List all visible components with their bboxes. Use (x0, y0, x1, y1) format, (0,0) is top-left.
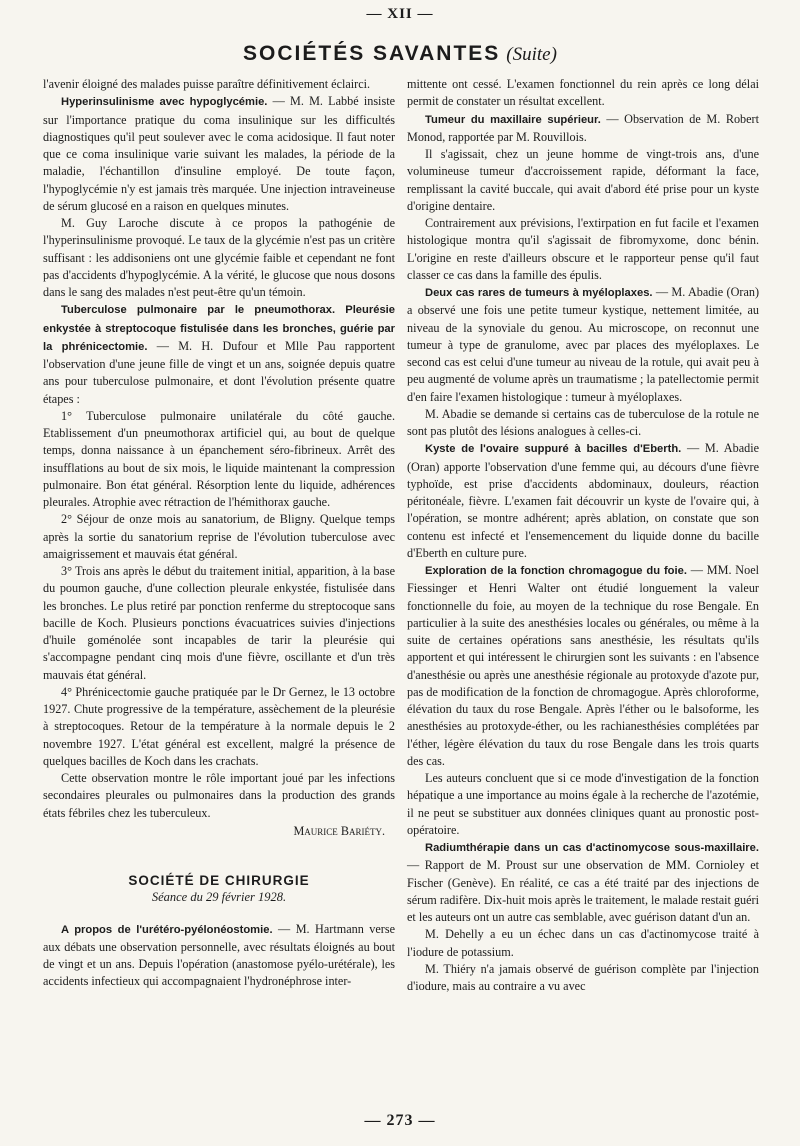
article-title: Radiumthérapie dans un cas d'actinomycose sous-maxillaire. (425, 842, 759, 854)
paragraph: M. Thiéry n'a jamais observé de guérison complète par l'injection d'iodure, mais au contraire a vu avec (407, 961, 759, 993)
article-uretero (43, 921, 395, 991)
article-text: — Rapport de M. Proust sur une observation de MM. Cornioley et Fischer (Genève). En réalité, ce cas a été traité par des injections de sérum radifère. Dix-huit mois après le traitement, le malade restait guéri et les auteurs ont un autre cas semblable, avec guérison datant d'un an. (407, 858, 759, 924)
paragraph: Les auteurs concluent que si ce mode d'investigation de la fonction hépatique a une importance au moins égale à la recherche de l'azotémie, il ne peut se substituer aux données cliniques quant au pronostic post-opératoire. (407, 771, 759, 837)
article-title: Tumeur du maxillaire supérieur. (425, 113, 601, 126)
right-column (407, 76, 759, 995)
paragraph: 3° Trois ans après le début du traitement initial, apparition, à la base du poumon gauche, d'une collection pleurale enkystée, fistulisée dans les bronches. Le plus retiré par ponction renferme du streptocoque sans bacille de Koch. Plusieurs ponctions évacuatrices suivies d'injections d'huile goménolée sont incapables de tarir la pleurésie qui s'accompagne pendant cinq mois d'une fièvre, oscillante et d'un très mauvais état général. (43, 564, 395, 682)
paragraph: 4° Phrénicectomie gauche pratiquée par le Dr Gernez, le 13 octobre 1927. Chute progressive de la température, assèchement de la pleurésie à streptocoques. Retour de la température à la normale depuis le 2 novembre 1927. L'état général est excellent, malgré la présence de quelques bacilles de Koch dans les crachats. (43, 684, 395, 768)
article-text: — M. H. Dufour et Mlle Pau rapportent l'observation d'une jeune fille de vingt et un ans, soignée depuis quatre ans pour tuberculose pulmonaire, et dont l'évolution présente quatre étapes : (43, 338, 395, 406)
paragraph: 1° Tuberculose pulmonaire unilatérale du côté gauche. Etablissement d'un pneumothorax artificiel qui, au bout de quelque temps, donna naissance à un épanchement séro-fibrineux. Arrêt des insufflations au bout de six mois, le liquide maintenant la compression pulmonaire. Bon état général. Résorption lente du liquide, adhérences pleurales. Atrophie avec rétraction de l'hémithorax gauche. (43, 408, 395, 509)
paragraph: M. Guy Laroche discute à ce propos la pathogénie de l'hyperinsulinisme provoqué. Le taux de la glycémie n'est pas un critère suffisant : les addisoniens ont une glycémie faible et cependant ne font pas d'accidents d'hypoglycémie. A la vérité, le glucose que nous dosons dans le sang des malades n'est peut-être qu'un témoin. (43, 216, 395, 299)
left-column (43, 76, 395, 991)
article-title: Hyperinsulinisme avec hypoglycémie. (61, 96, 268, 109)
article-text: — M. M. Labbé insiste sur l'importance pratique du coma insulinique sur les difficultés diagnostiques qu'il peut soulever avec le coma acidosique. Il faut noter que ce coma insulinique varie suivant les malades, la période de la maladie, l'échantillon d'insuline employé. De toute façon, l'hypoglycémie n'y est jamais très marquée. Une injection intraveineuse de sérum glucosé en a raison en quelques minutes. (43, 94, 395, 213)
article-title: Tuberculose pulmonaire par le pneumothorax. Pleurésie enkystée à streptocoque fistulisée dans les bronches, guérie par la phrénicectomie. (43, 304, 395, 353)
article-myeloplaxes (407, 284, 759, 406)
paragraph: mittente ont cessé. L'examen fonctionnel du rein après ce long délai permit de constater un résultat excellent. (407, 77, 759, 109)
running-head-suite: (Suite) (506, 44, 557, 65)
running-head-title: SOCIÉTÉS SAVANTES (243, 42, 501, 65)
paragraph: Cette observation montre le rôle important joué par les infections secondaires pleurales ou pulmonaires dans la production des grands états fébriles chez les tuberculeux. (43, 771, 395, 820)
article-radiumtherapie (407, 839, 759, 926)
article-title: Kyste de l'ovaire suppuré à bacilles d'Eberth. (425, 443, 682, 456)
article-text: — M. Hartmann verse aux débats une observation personnelle, avec résultats éloignés au bout de vingt et un ans. Depuis l'opération (anastomose pyélo-urétérale), les accidents infectieux qui accompagnaient l'hydronéphrose inter- (43, 921, 395, 989)
article-text: — MM. Noel Fiessinger et Henri Walter ont étudié longuement la valeur fonctionnelle du foie, au moyen de la technique du rose Bengale. En particulier à la suite des anesthésies locales ou générales, ou même à la suite de certaines opérations sans anesthésie, les résultats qu'ils apportent et qui intéressent le chirurgien sont les suivants : en l'absence d'anesthésie ou après une anesthésie régionale au protoxyde d'azote pur, pas de modification de la fonction de chromagogue. Après chloroforme, élévation du taux du rose Bengale. Après l'éther ou le balsoforme, les anesthésies au protoxyde-éther, ou les rachianesthésies complétées par l'éther, légère élévation du taux du rose Bengale dans les trois quarts des cas. (407, 563, 759, 768)
paragraph: Contrairement aux prévisions, l'extirpation en fut facile et l'examen histologique montra qu'il s'agissait de fibromyxome, donc bénin. L'origine en reste d'ailleurs obscure et le rapporteur pense qu'il faut classer ce cas dans la famille des épulis. (407, 216, 759, 282)
section-title: SOCIÉTÉ DE CHIRURGIE (128, 873, 310, 888)
author-signature: Maurice Bariéty. (293, 823, 385, 838)
paragraph: 2° Séjour de onze mois au sanatorium, de Bligny. Quelque temps après la sortie du sanatorium reprise de l'évolution tuberculose avec amaigrissement et mauvais état général. (43, 512, 395, 561)
article-title: Exploration de la fonction chromagogue du foie. (425, 565, 687, 577)
page-number: — 273 — (364, 1112, 436, 1129)
article-hyperinsulinisme (43, 93, 395, 215)
article-text: — Observation de M. Robert Monod, rapportée par M. Rouvillois. (407, 111, 759, 144)
page-roman-number: — XII — (366, 6, 434, 22)
section-date: Séance du 29 février 1928. (151, 890, 287, 905)
article-kyste (407, 440, 759, 562)
article-tuberculose (43, 301, 395, 408)
article-text: — M. Abadie (Oran) apporte l'observation d'une femme qui, au décours d'une fièvre typhoïde, est prise d'accidents abdominaux, douleurs, réaction péritonéale, fièvre. L'examen fait découvrir un kyste de l'ovaire qui, à l'opération, se montre adhérent; après ablation, on constate que son contenu est infecté et l'ensemencement du liquide donne du bacille d'Eberth en culture pure. (407, 441, 760, 560)
article-title: Deux cas rares de tumeurs à myéloplaxes. (425, 287, 653, 299)
article-tumeur (407, 111, 759, 147)
article-text: — M. Abadie (Oran) a observé une fois une petite tumeur kystique, nettement limitée, au niveau de la synoviale du genou. Au microscope, on reconnut une tumeur à type de granulome, avec par places des myéloplaxes. Le second cas est celui d'une tumeur au niveau de la rotule, qui avait peu à peu augmenté de volume après un traumatisme ; la patellectomie permit d'en faire l'examen histologique : tumeur à myéloplaxes. (407, 285, 760, 404)
article-title: A propos de l'urétéro-pyélonéostomie. (61, 923, 273, 936)
paragraph: M. Dehelly a eu un échec dans un cas d'actinomycose traité à l'iodure de potassium. (407, 927, 759, 959)
running-head (0, 42, 800, 66)
paragraph: l'avenir éloigné des malades puisse paraître définitivement éclairci. (43, 77, 371, 91)
paragraph: Il s'agissait, chez un jeune homme de vingt-trois ans, d'une volumineuse tumeur d'accroissement rapide, déformant la face, remplissant la cavité buccale, qui avait d'abord été prise pour un kyste d'origine dentaire. (407, 147, 759, 213)
paragraph: M. Abadie se demande si certains cas de tuberculose de la rotule ne sont pas plutôt des lésions analogues à celles-ci. (407, 406, 759, 438)
article-exploration (407, 562, 759, 770)
